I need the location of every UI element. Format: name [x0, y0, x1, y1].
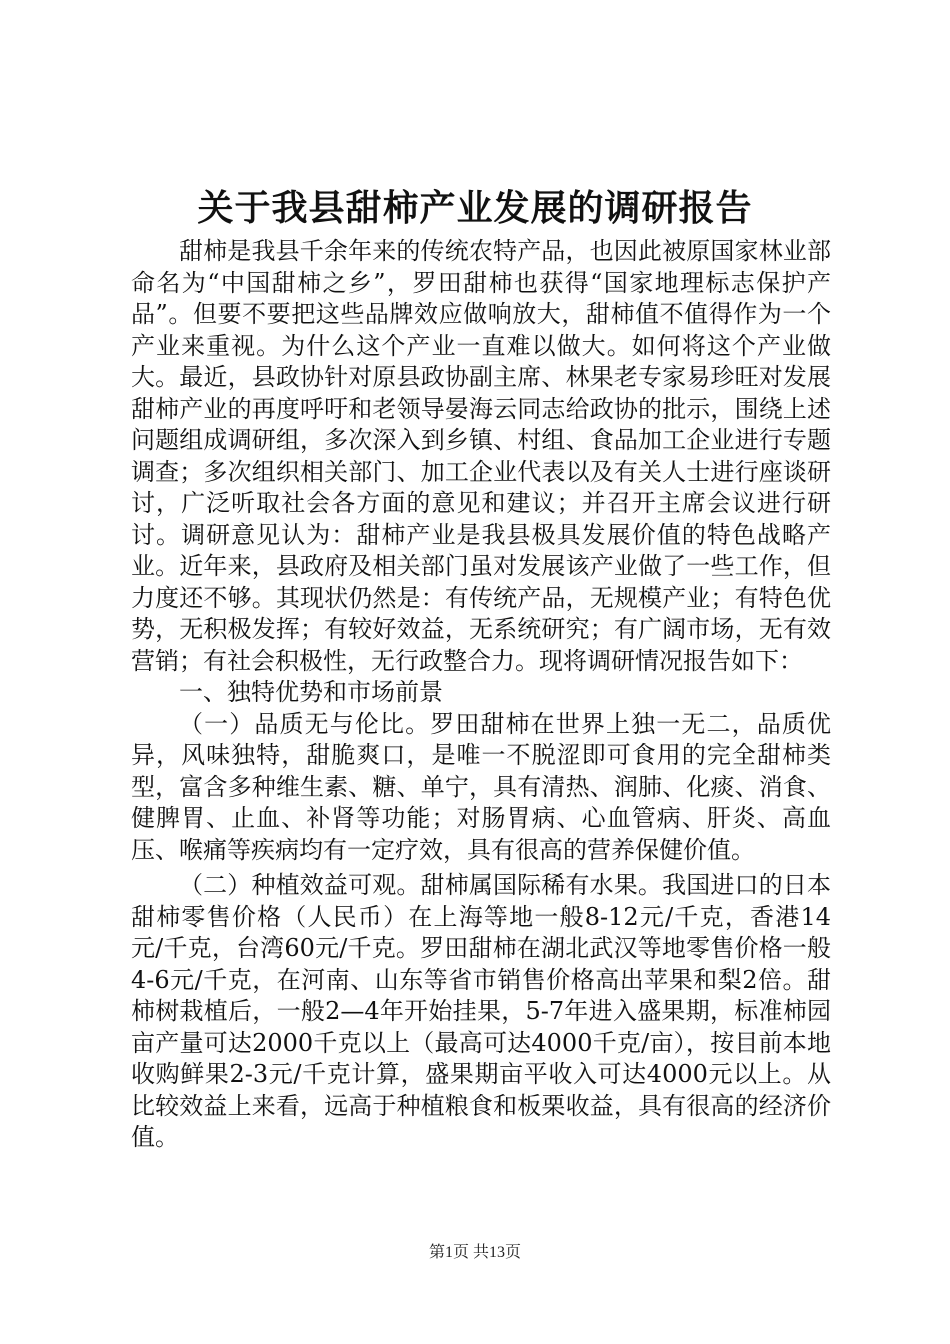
document-body — [131, 236, 831, 1154]
paragraph-benefit: （二）种植效益可观。甜柿属国际稀有水果。我国进口的日本甜柿零售价格（人民币）在上海等地一般8-12元/千克，香港14元/千克，台湾60元/千克。罗田甜柿在湖北武汉等地零售价格一般4-6元/千克，在河南、山东等省市销售价格高出苹果和梨2倍。甜柿树栽植后，一般2—4年开始挂果，5-7年进入盛果期，标准柿园亩产量可达2000千克以上（最高可达4000千克/亩），按目前本地收购鲜果2-3元/千克计算，盛果期亩平收入可达4000元以上。从比较效益上来看，远高于种植粮食和板栗收益，具有很高的经济价值。 — [131, 871, 831, 1151]
paragraph-quality: （一）品质无与伦比。罗田甜柿在世界上独一无二，品质优异，风味独特，甜脆爽口，是唯一不脱涩即可食用的完全甜柿类型，富含多种维生素、糖、单宁，具有清热、润肺、化痰、消食、健脾胃、止血、补肾等功能；对肠胃病、心血管病、肝炎、高血压、喉痛等疾病均有一定疗效，具有很高的营养保健价值。 — [131, 709, 831, 864]
section-heading: 一、独特优势和市场前景 — [179, 678, 443, 706]
page-footer: 第1页 共13页 — [428, 1244, 521, 1261]
paragraph-intro: 甜柿是我县千余年来的传统农特产品，也因此被原国家林业部命名为“中国甜柿之乡”，罗田甜柿也获得“国家地理标志保护产品”。但要不要把这些品牌效应做响放大，甜柿值不值得作为一个产业来重视。为什么这个产业一直难以做大。如何将这个产业做大。最近，县政协针对原县政协副主席、林果老专家易珍旺对发展甜柿产业的再度呼吁和老领导晏海云同志给政协的批示，围绕上述问题组成调研组，多次深入到乡镇、村组、食品加工企业进行专题调查；多次组织相关部门、加工企业代表以及有关人士进行座谈研讨，广泛听取社会各方面的意见和建议；并召开主席会议进行研讨。调研意见认为：甜柿产业是我县极具发展价值的特色战略产业。近年来，县政府及相关部门虽对发展该产业做了一些工作，但力度还不够。其现状仍然是：有传统产品，无规模产业；有特色优势，无积极发挥；有较好效益，无系统研究；有广阔市场，无有效营销；有社会积极性，无行政整合力。现将调研情况报告如下： — [131, 237, 831, 675]
document-title: 关于我县甜柿产业发展的调研报告 — [197, 187, 753, 229]
